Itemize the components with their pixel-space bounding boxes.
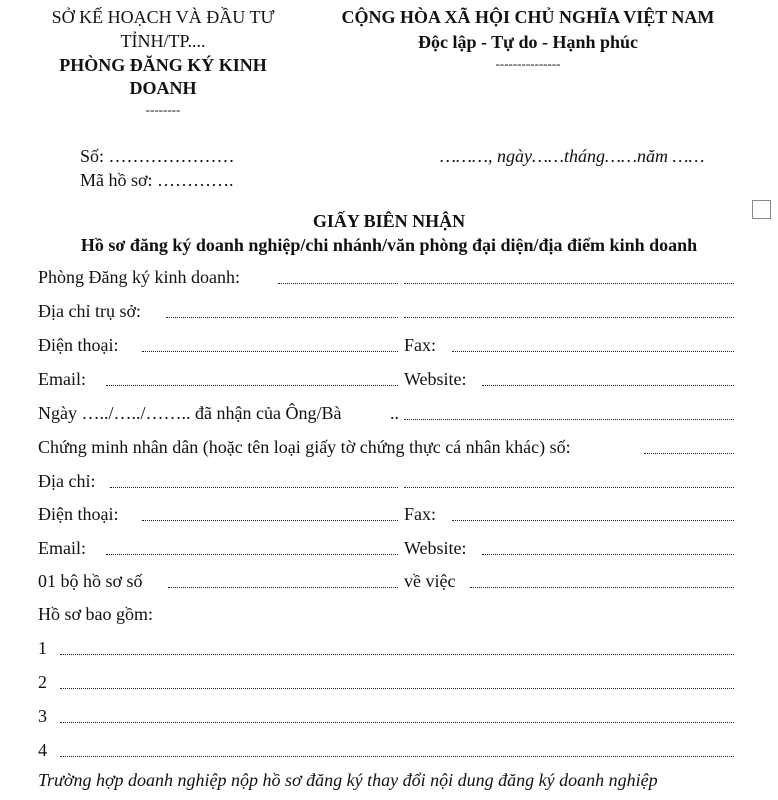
field-blank [470,587,734,588]
field-label-dossier-number: 01 bộ hồ sơ số [38,571,143,591]
field-label-subject: về việc [404,571,456,591]
field-blank [404,487,734,488]
province-label: TỈNH/TP.... [120,31,206,51]
field-label-received-dots: .. [390,403,399,423]
field-label-email: Email: [38,538,86,558]
left-divider: -------- [145,102,181,117]
field-blank [168,587,398,588]
receipt-title: GIẤY BIÊN NHẬN [312,211,466,231]
field-label-email: Email: [38,369,86,389]
agency-name: SỞ KẾ HOẠCH VÀ ĐẦU TƯ [51,7,275,27]
list-item-number: 3 [38,706,47,726]
field-label-address: Địa chỉ: [38,471,96,491]
field-label-phone: Điện thoại: [38,504,119,524]
field-blank [142,520,398,521]
list-item-number: 4 [38,740,47,760]
dossier-contents-label: Hồ sơ bao gồm: [38,604,154,624]
motto: Độc lập - Tự do - Hạnh phúc [417,32,639,52]
list-item-number: 2 [38,672,47,692]
field-blank [106,554,398,555]
field-blank [404,317,734,318]
date-line: ………, ngày……tháng……năm …… [440,146,705,166]
field-label-website: Website: [404,538,467,558]
field-label-website: Website: [404,369,467,389]
field-blank [644,453,734,454]
field-blank [142,351,398,352]
field-blank [166,317,398,318]
field-blank [60,756,734,757]
field-label-fax: Fax: [404,504,437,524]
field-blank [60,688,734,689]
field-blank [404,419,734,420]
field-label-business-office: Phòng Đăng ký kinh doanh: [38,267,240,287]
document-number: Số: ………………… [80,146,235,166]
receipt-subtitle: Hồ sơ đăng ký doanh nghiệp/chi nhánh/văn phòng đại diện/địa điểm kinh doanh [80,235,698,255]
field-label-received-date: Ngày …../…../…….. đã nhận của Ông/Bà [38,403,342,423]
field-blank [278,283,398,284]
field-blank [404,283,734,284]
field-blank [482,385,734,386]
field-label-fax: Fax: [404,335,437,355]
file-code: Mã hồ sơ: …………. [80,170,234,190]
field-blank [106,385,398,386]
field-label-head-office: Địa chỉ trụ sở: [38,301,141,321]
office-name-line2: DOANH [129,78,197,98]
republic-title: CỘNG HÒA XÃ HỘI CHỦ NGHĨA VIỆT NAM [341,7,715,27]
field-blank [60,654,734,655]
right-divider: --------------- [495,56,561,71]
footer-note: Trường hợp doanh nghiệp nộp hồ sơ đăng ký thay đổi nội dung đăng ký doanh nghiệp [38,770,658,790]
field-label-id-card: Chứng minh nhân dân (hoặc tên loại giấy tờ chứng thực cá nhân khác) số: [38,437,571,457]
field-label-phone: Điện thoại: [38,335,119,355]
field-blank [452,351,734,352]
office-name-line1: PHÒNG ĐĂNG KÝ KINH [59,55,267,75]
field-blank [482,554,734,555]
field-blank [452,520,734,521]
list-item-number: 1 [38,638,47,658]
field-blank [110,487,398,488]
field-blank [60,722,734,723]
